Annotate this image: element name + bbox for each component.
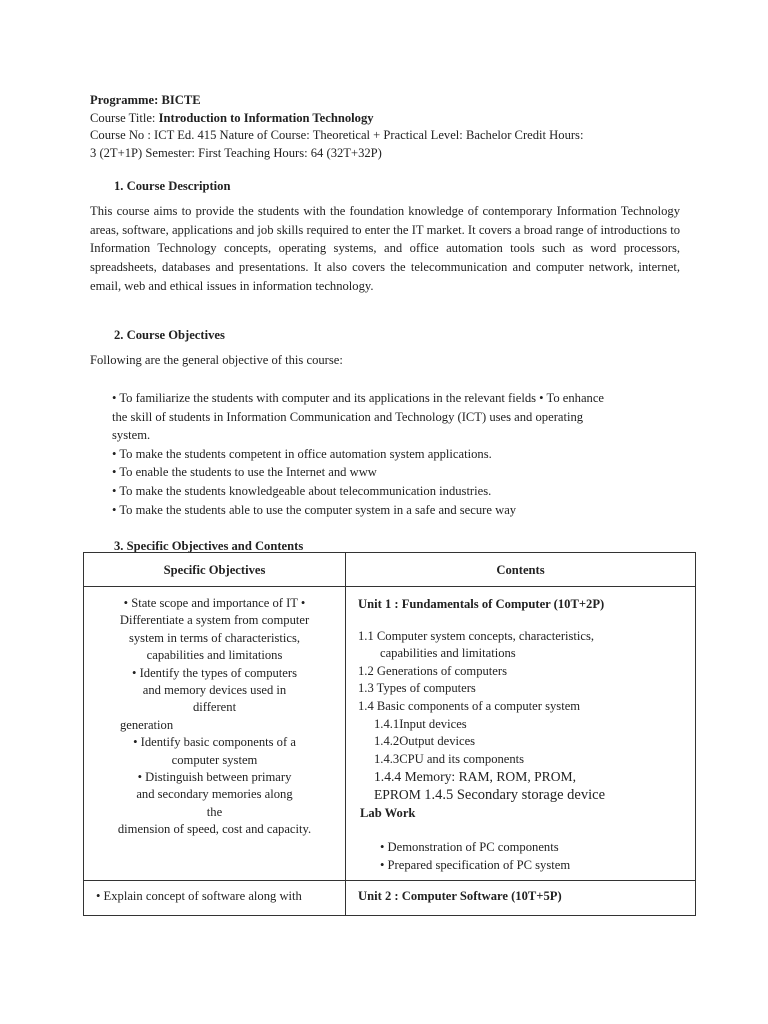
objective-line: • To enable the students to use the Internet and www bbox=[112, 465, 377, 480]
table-header-contents: Contents bbox=[346, 553, 696, 587]
section-heading-objectives: 2. Course Objectives bbox=[114, 328, 225, 342]
course-info-line: Course No : ICT Ed. 415 Nature of Course: Theoretical + Practical Level: Bachelor Credit Hours: bbox=[90, 128, 584, 142]
objective-text: and secondary memories along bbox=[136, 787, 293, 802]
content-item: EPROM 1.4.5 Secondary storage device bbox=[374, 786, 606, 803]
objective-text: computer system bbox=[171, 752, 258, 767]
content-item: 1.3 Types of computers bbox=[358, 681, 476, 696]
lab-work-heading: Lab Work bbox=[360, 805, 416, 820]
lab-item: • Prepared specification of PC system bbox=[380, 857, 571, 872]
table-cell-objectives-unit1 bbox=[84, 587, 346, 881]
content-item: 1.4.2Output devices bbox=[374, 734, 476, 749]
objective-text: and memory devices used in bbox=[142, 683, 287, 698]
table-cell-contents-unit2: Unit 2 : Computer Software (10T+5P) bbox=[346, 881, 696, 916]
content-item: 1.4 Basic components of a computer system bbox=[358, 698, 581, 713]
objective-text: • Distinguish between primary bbox=[137, 770, 292, 785]
content-item: 1.4.1Input devices bbox=[374, 716, 467, 731]
course-description-paragraph: This course aims to provide the students with the foundation knowledge of contemporary Information Technology areas, software, applications and job skills required to enter the IT market. It covers a broad range of introductions to Information Technology concepts, operating systems, and office automation tools such as word processors, spreadsheets, databases and presentations. It also covers the telecommunication and computer network, internet, email, web and ethical issues in information technology. bbox=[90, 204, 680, 293]
objectives-list bbox=[112, 389, 604, 519]
content-item: 1.1 Computer system concepts, characteristics, bbox=[358, 628, 595, 643]
objective-text: • State scope and importance of IT • bbox=[123, 596, 306, 610]
table-cell-contents-unit1 bbox=[346, 587, 696, 881]
content-item: 1.4.4 Memory: RAM, ROM, PROM, bbox=[374, 769, 577, 785]
table-cell-objectives-unit2: • Explain concept of software along with bbox=[84, 881, 346, 916]
section-heading-description: 1. Course Description bbox=[114, 179, 231, 193]
section-heading-specific: 3. Specific Objectives and Contents bbox=[114, 539, 304, 553]
objective-line: system. bbox=[112, 428, 151, 443]
course-title-line bbox=[90, 111, 374, 126]
course-info-line-2: 3 (2T+1P) Semester: First Teaching Hours: 64 (32T+32P) bbox=[90, 146, 382, 160]
objective-text: the bbox=[206, 804, 223, 819]
objectives-intro: Following are the general objective of this course: bbox=[90, 353, 343, 367]
objective-text: • Identify the types of computers bbox=[132, 665, 297, 680]
objective-line: the skill of students in Information Communication and Technology (ICT) uses and operating bbox=[112, 409, 584, 424]
objective-text: • Identify basic components of a bbox=[133, 735, 296, 750]
objective-line: • To make the students competent in office automation system applications. bbox=[112, 446, 492, 461]
content-item: 1.4.3CPU and its components bbox=[374, 751, 525, 766]
objective-text: generation bbox=[120, 717, 174, 732]
objective-text: different bbox=[192, 700, 237, 715]
table-header-objectives: Specific Objectives bbox=[84, 553, 346, 587]
objective-text: dimension of speed, cost and capacity. bbox=[117, 822, 312, 837]
objective-text: system in terms of characteristics, bbox=[128, 630, 300, 645]
programme-line: Programme: BICTE bbox=[90, 93, 201, 107]
objective-line: • To familiarize the students with computer and its applications in the relevant fields • To enhance bbox=[112, 391, 605, 405]
objective-line: • To make the students knowledgeable about telecommunication industries. bbox=[112, 483, 492, 498]
content-item: capabilities and limitations bbox=[380, 646, 516, 661]
objective-text: capabilities and limitations bbox=[146, 648, 283, 663]
course-title-label: Course Title: bbox=[90, 111, 159, 125]
objective-text: Differentiate a system from computer bbox=[119, 613, 310, 628]
unit-title: Unit 1 : Fundamentals of Computer (10T+2P) bbox=[358, 597, 605, 611]
course-title-value: Introduction to Information Technology bbox=[158, 111, 374, 125]
lab-item: • Demonstration of PC components bbox=[380, 840, 559, 855]
objective-line: • To make the students able to use the computer system in a safe and secure way bbox=[112, 502, 517, 517]
content-item: 1.2 Generations of computers bbox=[358, 663, 507, 678]
objectives-contents-table bbox=[83, 552, 696, 916]
